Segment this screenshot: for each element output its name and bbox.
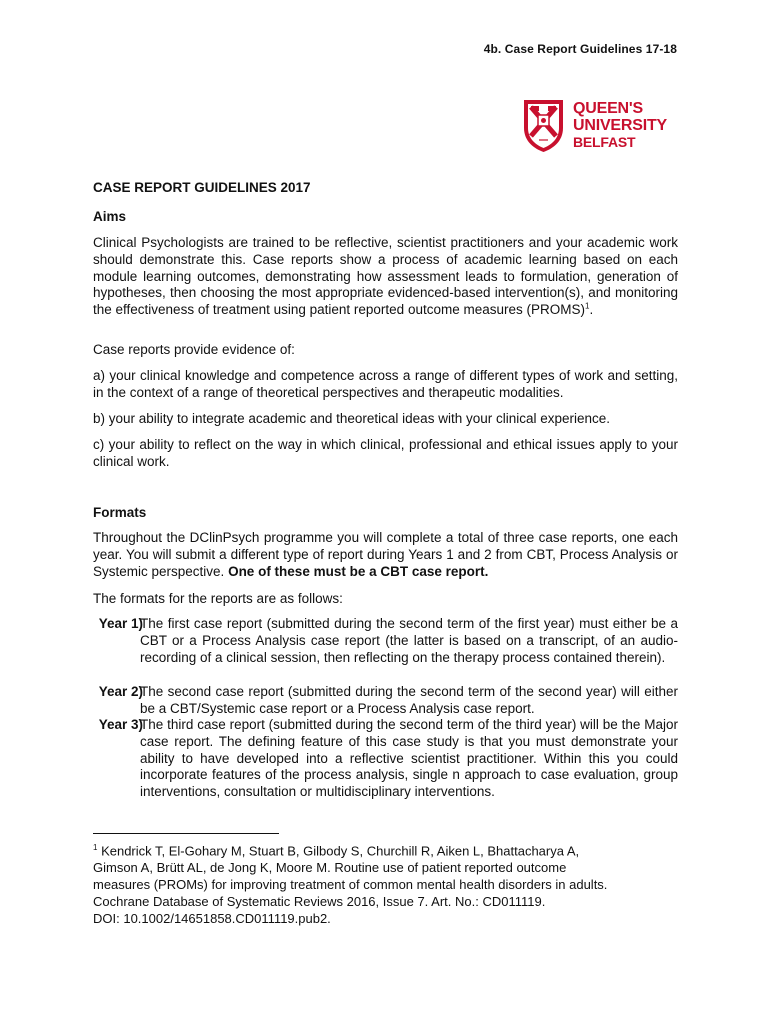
year-item bbox=[93, 616, 678, 666]
footnote-number: 1 bbox=[93, 843, 98, 852]
year-text: The second case report (submitted during the second term of the second year) will either be a CBT/Systemic case report or a Process Analysis case report. bbox=[140, 684, 678, 716]
footnote-line-1 bbox=[93, 840, 653, 860]
formats-heading: Formats bbox=[93, 505, 147, 520]
year-text: The third case report (submitted during the second term of the third year) will be the Major case report. The defining feature of this case study is that you must demonstrate your ability to have developed into a reflective scientist practitioner. Within this you could incorporate features of the process analysis, single n approach to case evaluation, group interventions, consultation or multidisciplinary interventions. bbox=[140, 717, 678, 800]
aims-heading: Aims bbox=[93, 209, 127, 224]
footnote-line-2: Gimson A, Brütt AL, de Jong K, Moore M. Routine use of patient reported outcome bbox=[93, 860, 567, 876]
footnote-divider bbox=[93, 833, 279, 834]
document-reference: 4b. Case Report Guidelines 17-18 bbox=[483, 42, 677, 56]
footnote-line-3: measures (PROMs) for improving treatment of common mental health disorders in adults. bbox=[93, 876, 608, 892]
formats-paragraph-text: Throughout the DClinPsych programme you will complete a total of three case reports, one each year. You will submit a different type of report during Years 1 and 2 from CBT, Process Analysis or Systemic perspective. bbox=[93, 530, 678, 579]
evidence-item-a: a) your clinical knowledge and competence across a range of different types of work and setting, in the context of a range of theoretical perspectives and therapeutic modalities. bbox=[93, 368, 678, 400]
footnote-line-5: DOI: 10.1002/14651858.CD011119.pub2. bbox=[93, 910, 331, 926]
formats-emphasis: One of these must be a CBT case report. bbox=[228, 563, 489, 579]
year-label: Year 2) bbox=[98, 684, 143, 699]
footnote-line-4: Cochrane Database of Systematic Reviews 2016, Issue 7. Art. No.: CD011119. bbox=[93, 893, 546, 909]
year-label: Year 3) bbox=[98, 717, 143, 732]
evidence-intro: Case reports provide evidence of: bbox=[93, 342, 295, 357]
crest-icon bbox=[522, 98, 565, 153]
document-title: CASE REPORT GUIDELINES 2017 bbox=[93, 180, 311, 195]
evidence-item-c: c) your ability to reflect on the way in which clinical, professional and ethical issues apply to your clinical work. bbox=[93, 437, 678, 469]
formats-paragraph bbox=[93, 530, 678, 580]
year-item bbox=[93, 684, 678, 718]
aims-paragraph bbox=[93, 235, 678, 319]
year-text: The first case report (submitted during the second term of the first year) must either be a CBT or a Process Analysis case report (the latter is based on a transcript, of an audio-recording of a clinical session, then reflecting on the therapy process contained therein). bbox=[140, 616, 678, 665]
wordmark-line-3: BELFAST bbox=[573, 134, 636, 150]
year-item bbox=[93, 717, 678, 801]
aims-paragraph-text: Clinical Psychologists are trained to be reflective, scientist practitioners and your academic work should demonstrate this. Case reports show a process of academic learning based on each module learning outcomes, demonstrating how assessment leads to formulation, generation of hypotheses, then choosing the most appropriate evidenced-based intervention(s), and monitoring the effectiveness of treatment using patient reported outcome measures (PROMS) bbox=[93, 235, 678, 318]
footnote-line-1-text: Kendrick T, El-Gohary M, Stuart B, Gilbody S, Churchill R, Aiken L, Bhattacharya A, bbox=[97, 843, 580, 859]
wordmark-line-2: UNIVERSITY bbox=[573, 117, 668, 134]
footnote-marker: 1 bbox=[585, 301, 590, 311]
evidence-item-b: b) your ability to integrate academic and theoretical ideas with your clinical experience. bbox=[93, 411, 611, 426]
wordmark-line-1: QUEEN'S bbox=[573, 100, 643, 117]
university-logo bbox=[522, 98, 682, 156]
university-wordmark bbox=[573, 100, 667, 151]
year-label: Year 1) bbox=[98, 616, 143, 631]
formats-intro: The formats for the reports are as follows: bbox=[93, 591, 343, 606]
footnote bbox=[93, 840, 653, 927]
aims-paragraph-end: . bbox=[589, 302, 594, 318]
